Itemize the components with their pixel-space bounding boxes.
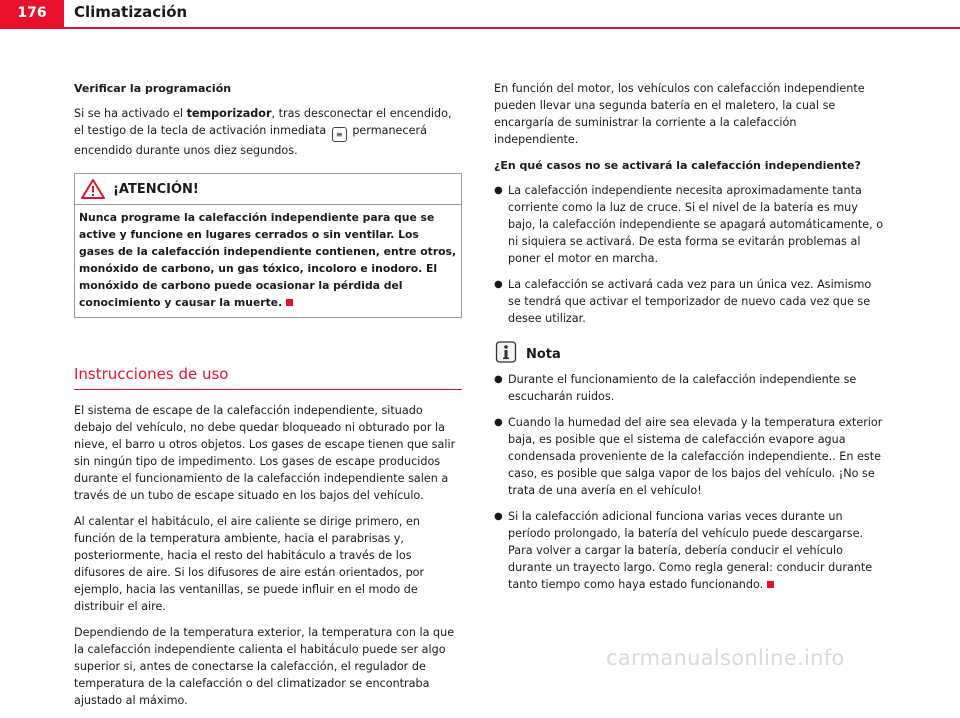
header-divider [0,27,960,29]
warning-text: Nunca programe la calefacción independiente para que se active y funcione en lugares cerrados o sin ventilar. Los gases de la calefacción independiente contienen, entre otros, monóxido de carbono, un gas tóxico, incoloro e inodoro. El monóxido de carbono puede ocasionar la pérdida del conocimiento y causar la muerte. [79,211,457,309]
bullet-icon: ● [494,185,503,196]
list-item [494,414,884,499]
bullet-icon: ● [494,279,503,290]
bullet-icon: ● [494,374,503,385]
battery-paragraph: En función del motor, los vehículos con calefacción independiente pueden llevar una segunda batería en el maletero, la cual se encargaría de suministrar la corriente a la calefacción independiente. [494,82,865,146]
usage-paragraph-2: Al calentar el habitáculo, el aire caliente se dirige primero, en función de la temperatura ambiente, hacia el parabrisas y, posteriormente, hacia el resto del habitáculo a través de los difusores de aire. Si los difusores de aire están orientados, por ejemplo, hacia las ventanillas, se puede influir en el modo de distribuir el aire. [74,515,425,613]
list-item-text: La calefacción se activará cada vez para un única vez. Asimismo se tendrá que activar el temporizador de nuevo cada vez que se desee utilizar. [508,278,872,325]
list-item-text: Durante el funcionamiento de la calefacción independiente se escucharán ruidos. [508,373,857,403]
list-item-text: La calefacción independiente necesita aproximadamente tanta corriente como la luz de cruce. Si el nivel de la batería es muy bajo, la calefacción independiente se apagará automáticamente, o ni siquiera se activará. De esta forma se evitarán problemas al poner el motor en marcha. [508,184,884,265]
verify-paragraph [74,105,462,159]
warning-header [75,174,461,205]
usage-paragraph-1: El sistema de escape de la calefacción independiente, situado debajo del vehículo, no debe quedar bloqueado ni obturado por la nieve, el barro u otros objetos. Los gases de escape tienen que salir sin ningún tipo de impedimento. Los gases de escape producidos durante el funcionamiento de la calefacción independiente salen a través de un tubo de escape situado en los bajos del vehículo. [74,404,456,502]
right-column [494,80,884,602]
list-item [494,371,884,405]
question-heading: ¿En qué casos no se activará la calefacción independiente? [494,159,861,172]
chapter-title: Climatización [74,3,188,21]
heater-key-icon: ≡ [332,127,347,142]
bullet-icon: ● [494,417,503,428]
list-item [494,182,884,267]
list-item-text: Cuando la humedad del aire sea elevada y la temperatura exterior baja, es posible que el sistema de calefacción evapore agua condensada proveniente de la calefacción independiente.. En este caso, es posible que salga vapor de los bajos del vehículo. ¡No se trata de una avería en el vehículo! [508,416,883,497]
warning-triangle-icon [81,179,105,199]
verify-text-2: , tras desconectar el encendido, el testigo de la tecla de activación inmediata [74,107,452,137]
list-item [494,276,884,327]
note-title: Nota [526,347,561,362]
bullet-icon: ● [494,511,503,522]
note-last-text: Si la calefacción adicional funciona varias veces durante un período prolongado, la batería del vehículo puede descargarse. Para volver a cargar la batería, debería conducir el vehículo durante un trayecto largo. Como regla general: conducir durante tanto tiempo como haya estado funcionando. [508,510,873,591]
watermark: carmanualsonline.info [606,646,845,670]
end-square-icon [767,581,774,588]
list-item-text [508,508,884,593]
verify-heading: Verificar la programación [74,82,232,95]
usage-paragraph-3: Dependiendo de la temperatura exterior, la temperatura con la que la calefacción independiente calienta el habitáculo puede ser algo superior si, antes de conectarse la calefacción, el regulador de temperatura de la calefacción o del climatizador se encontraba ajustado al máximo. [74,626,455,707]
left-column [74,80,462,718]
section-title: Instrucciones de uso [74,365,229,383]
verify-bold: temporizador [186,107,272,120]
note-info-icon [494,341,518,363]
list-item [494,508,884,593]
verify-text-1: Si se ha activado el [74,107,187,120]
warning-body [75,205,461,317]
warning-box [74,173,462,318]
note-header [494,341,884,363]
page-number: 176 [0,0,64,27]
warning-title: ¡ATENCIÓN! [113,181,199,197]
section-divider [74,389,462,390]
page-header [0,0,960,30]
verify-text-3: permanecerá encendido durante unos diez segundos. [74,124,427,157]
end-square-icon [286,299,293,306]
